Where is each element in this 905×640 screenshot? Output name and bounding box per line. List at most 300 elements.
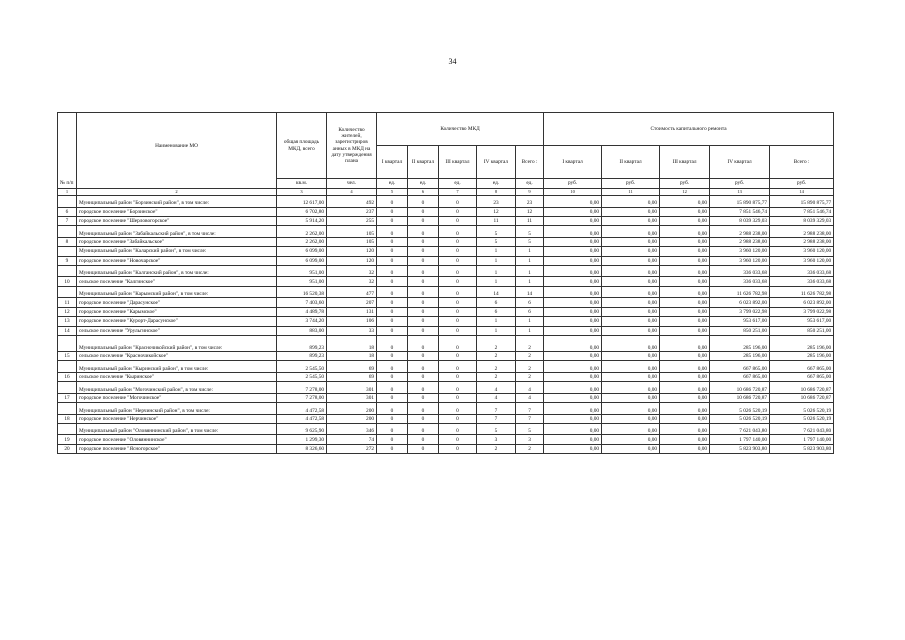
municipality-name: городское поселение "Борзинское" [77,207,277,216]
row-number: 7 [58,216,77,225]
table-row [58,247,834,256]
count-q1: 0 [377,196,408,208]
cost-q2: 0,00 [602,423,660,435]
count-q2: 0 [408,444,439,453]
page-number: 34 [448,57,457,66]
count-q1: 0 [377,372,408,381]
total-area: 1 299,30 [277,435,327,444]
cost-q3: 0,00 [660,335,710,351]
count-q2: 0 [408,196,439,208]
total-area: 4 472,58 [277,403,327,415]
municipality-name: сельское поселение "Красночикойское" [77,351,277,360]
index-cell: 2 [77,189,277,196]
total-area: 899,23 [277,335,327,351]
cost-q3: 0,00 [660,196,710,208]
residents: 105 [327,226,377,238]
count-q1: 0 [377,277,408,286]
table-row [58,207,834,216]
count-total: 2 [516,444,544,453]
count-q2: 0 [408,435,439,444]
row-number: 18 [58,414,77,423]
residents: 346 [327,423,377,435]
row-number: 13 [58,317,77,326]
cost-q2: 0,00 [602,317,660,326]
total-area: 2 545,50 [277,372,327,381]
count-q2: 0 [408,207,439,216]
count-q4: 2 [477,444,516,453]
cost-total: 3 960 120,00 [770,247,834,256]
row-number [58,286,77,298]
cost-q3: 0,00 [660,247,710,256]
cost-q1: 0,00 [544,256,602,265]
count-total: 4 [516,393,544,402]
cost-q4: 2 988 238,00 [710,226,770,238]
count-q1: 0 [377,307,408,316]
count-q3: 0 [439,216,477,225]
cost-q3: 0,00 [660,372,710,381]
count-q2: 0 [408,307,439,316]
cost-q2: 0,00 [602,226,660,238]
municipality-name: городское поселение "Карымское" [77,307,277,316]
cost-q3: 0,00 [660,307,710,316]
count-q1: 0 [377,393,408,402]
count-q3: 0 [439,393,477,402]
cost-q2: 0,00 [602,372,660,381]
cost-q4: 667 865,00 [710,372,770,381]
municipality-name: городское поселение "Нерчинское" [77,414,277,423]
cost-total: 667 865,00 [770,361,834,373]
municipality-name: Муниципальный район "Каларский район", в том числе: [77,247,277,256]
count-q2: 0 [408,256,439,265]
cost-q2: 0,00 [602,237,660,246]
cost-q3: 0,00 [660,351,710,360]
count-total: 1 [516,247,544,256]
count-total: 2 [516,351,544,360]
residents: 200 [327,414,377,423]
count-q4: 1 [477,247,516,256]
cost-q2: 0,00 [602,277,660,286]
cost-q4: 3 960 120,00 [710,247,770,256]
residents: 200 [327,403,377,415]
cost-total: 5 026 520,19 [770,414,834,423]
total-area: 3 744,20 [277,317,327,326]
count-q3: 0 [439,444,477,453]
count-q2: 0 [408,403,439,415]
cost-total: 285 196,00 [770,351,834,360]
cost-total: 667 865,00 [770,372,834,381]
unit-cell: ед. [377,179,408,189]
count-q1: 0 [377,351,408,360]
total-area: 2 545,50 [277,361,327,373]
count-q1: 0 [377,247,408,256]
index-cell: 1 [58,189,77,196]
cost-total: 2 988 238,00 [770,237,834,246]
count-q1: 0 [377,216,408,225]
table-row [58,317,834,326]
cost-q1: 0,00 [544,444,602,453]
municipality-name: Муниципальный район "Забайкальский район", в том числе: [77,226,277,238]
count-q3: 0 [439,277,477,286]
count-q4: 14 [477,286,516,298]
count-q3: 0 [439,247,477,256]
header-row-groups [58,113,834,146]
count-q4: 5 [477,226,516,238]
cost-q1: 0,00 [544,435,602,444]
residents: 301 [327,382,377,394]
total-area: 7 278,00 [277,393,327,402]
cost-q2: 0,00 [602,361,660,373]
table-row [58,265,834,277]
cost-q1: 0,00 [544,326,602,335]
count-total: 2 [516,372,544,381]
count-q3: 0 [439,237,477,246]
count-total: 2 [516,335,544,351]
residents: 18 [327,335,377,351]
unit-cell: ед. [439,179,477,189]
count-q4: 6 [477,298,516,307]
count-q2: 0 [408,317,439,326]
residents: 255 [327,216,377,225]
header-group-cost: Стоимость капитального ремонта [544,113,834,146]
cost-q2: 0,00 [602,286,660,298]
index-cell: 13 [710,189,770,196]
cost-q4: 850 251,00 [710,326,770,335]
header-count-q3: III квартал [439,146,477,179]
residents: 301 [327,393,377,402]
cost-q1: 0,00 [544,196,602,208]
municipality-name: городское поселение "Шерловогорское" [77,216,277,225]
count-q2: 0 [408,226,439,238]
municipality-name: Муниципальный район "Красночикойский район", в том числе: [77,335,277,351]
total-area: 8 326,60 [277,444,327,453]
municipality-name: Муниципальный район "Борзинский район", в том числе: [77,196,277,208]
cost-total: 7 621 043,80 [770,423,834,435]
cost-q1: 0,00 [544,351,602,360]
count-q2: 0 [408,372,439,381]
cost-total: 3 960 120,00 [770,256,834,265]
count-q2: 0 [408,298,439,307]
index-cell: 12 [660,189,710,196]
cost-q3: 0,00 [660,298,710,307]
count-q4: 1 [477,265,516,277]
count-q3: 0 [439,307,477,316]
municipality-name: городское поселение "Дарасунское" [77,298,277,307]
residents: 237 [327,207,377,216]
header-cost-total: Всего : [770,146,834,179]
cost-q4: 10 686 720,87 [710,382,770,394]
count-q2: 0 [408,414,439,423]
cost-total: 2 988 238,00 [770,226,834,238]
table-row [58,226,834,238]
count-q2: 0 [408,286,439,298]
cost-q4: 7 621 043,80 [710,423,770,435]
total-area: 899,23 [277,351,327,360]
table-row [58,423,834,435]
total-area: 12 617,00 [277,196,327,208]
unit-cell: руб. [602,179,660,189]
count-q1: 0 [377,237,408,246]
count-q4: 4 [477,382,516,394]
count-q1: 0 [377,298,408,307]
residents: 32 [327,277,377,286]
total-area: 951,00 [277,277,327,286]
cost-q2: 0,00 [602,216,660,225]
header-cost-q4: IV квартал [710,146,770,179]
count-q4: 12 [477,207,516,216]
count-q4: 6 [477,307,516,316]
count-q1: 0 [377,444,408,453]
cost-q3: 0,00 [660,382,710,394]
cost-q3: 0,00 [660,207,710,216]
row-number [58,361,77,373]
table-row [58,435,834,444]
unit-blank [77,179,277,189]
table-row [58,444,834,453]
count-q3: 0 [439,403,477,415]
count-total: 1 [516,256,544,265]
row-number [58,403,77,415]
cost-q2: 0,00 [602,393,660,402]
count-q4: 1 [477,256,516,265]
row-number: 12 [58,307,77,316]
municipality-name: городское поселение "Курорт-Дарасунское" [77,317,277,326]
count-q4: 7 [477,414,516,423]
residents: 18 [327,351,377,360]
count-q4: 2 [477,351,516,360]
count-total: 1 [516,326,544,335]
cost-total: 336 033,68 [770,277,834,286]
table-row [58,256,834,265]
count-q2: 0 [408,216,439,225]
cost-q1: 0,00 [544,414,602,423]
total-area: 6 099,00 [277,256,327,265]
municipality-name: Муниципальный район "Могочинский район", в том числе: [77,382,277,394]
cost-q2: 0,00 [602,414,660,423]
header-count-q2: II квартал [408,146,439,179]
cost-q1: 0,00 [544,265,602,277]
cost-q1: 0,00 [544,317,602,326]
count-q2: 0 [408,247,439,256]
total-area: 6 702,80 [277,207,327,216]
cost-q3: 0,00 [660,414,710,423]
cost-q3: 0,00 [660,265,710,277]
municipality-name: городское поселение "Забайкальское" [77,237,277,246]
cost-q4: 7 851 546,74 [710,207,770,216]
cost-q3: 0,00 [660,393,710,402]
cost-q1: 0,00 [544,298,602,307]
index-cell: 5 [377,189,408,196]
cost-q1: 0,00 [544,382,602,394]
cost-q3: 0,00 [660,277,710,286]
row-number: 15 [58,351,77,360]
table-row [58,393,834,402]
table-row [58,361,834,373]
cost-q1: 0,00 [544,237,602,246]
municipality-name: Муниципальный район "Кыринский район", в том числе: [77,361,277,373]
header-col-name: Наименование МО [77,113,277,179]
count-total: 23 [516,196,544,208]
cost-q2: 0,00 [602,444,660,453]
total-area: 9 625,90 [277,423,327,435]
count-q1: 0 [377,317,408,326]
cost-q3: 0,00 [660,423,710,435]
cost-q1: 0,00 [544,247,602,256]
index-cell: 3 [277,189,327,196]
total-area: 951,00 [277,265,327,277]
municipality-name: городское поселение "Ясногорское" [77,444,277,453]
count-q1: 0 [377,207,408,216]
count-q2: 0 [408,382,439,394]
row-number: 11 [58,298,77,307]
cost-total: 10 686 720,87 [770,393,834,402]
cost-q1: 0,00 [544,403,602,415]
cost-q1: 0,00 [544,207,602,216]
cost-q2: 0,00 [602,247,660,256]
unit-cell: ед. [477,179,516,189]
count-q1: 0 [377,382,408,394]
total-area: 6 099,00 [277,247,327,256]
residents: 207 [327,298,377,307]
index-cell: 10 [544,189,602,196]
count-q2: 0 [408,237,439,246]
cost-q2: 0,00 [602,351,660,360]
cost-q4: 3 799 022,98 [710,307,770,316]
residents: 492 [327,196,377,208]
row-number: 17 [58,393,77,402]
cost-q4: 11 626 782,98 [710,286,770,298]
cost-q2: 0,00 [602,403,660,415]
count-total: 2 [516,361,544,373]
count-q4: 23 [477,196,516,208]
index-cell: 9 [516,189,544,196]
cost-q4: 5 026 520,19 [710,414,770,423]
header-count-q4: IV квартал [477,146,516,179]
residents: 74 [327,435,377,444]
cost-q4: 667 865,00 [710,361,770,373]
residents: 120 [327,247,377,256]
cost-q4: 5 823 903,80 [710,444,770,453]
cost-total: 953 617,00 [770,317,834,326]
residents: 33 [327,326,377,335]
cost-total: 15 890 875,77 [770,196,834,208]
unit-cell: ед. [408,179,439,189]
cost-total: 1 797 140,00 [770,435,834,444]
cost-q4: 15 890 875,77 [710,196,770,208]
cost-q2: 0,00 [602,326,660,335]
count-total: 12 [516,207,544,216]
index-cell: 4 [327,189,377,196]
cost-q2: 0,00 [602,256,660,265]
table-row [58,326,834,335]
count-q3: 0 [439,286,477,298]
index-cell: 7 [439,189,477,196]
cost-total: 336 033,68 [770,265,834,277]
total-area: 883,00 [277,326,327,335]
cost-total: 5 026 520,19 [770,403,834,415]
header-col-no-blank [58,113,77,179]
cost-q3: 0,00 [660,286,710,298]
cost-total: 7 851 546,74 [770,207,834,216]
table-row [58,372,834,381]
count-q3: 0 [439,207,477,216]
cost-total: 8 039 329,03 [770,216,834,225]
cost-q4: 8 039 329,03 [710,216,770,225]
count-q4: 4 [477,393,516,402]
municipality-name: городское поселение "Могочинское" [77,393,277,402]
unit-cell: руб. [770,179,834,189]
count-q3: 0 [439,382,477,394]
cost-q3: 0,00 [660,226,710,238]
count-q3: 0 [439,226,477,238]
row-number [58,423,77,435]
count-q4: 5 [477,423,516,435]
count-total: 1 [516,265,544,277]
row-number [58,265,77,277]
header-col-residents: Количество жителей, зарегистриров анных в МКД на дату утверждения плана [327,113,377,179]
count-q1: 0 [377,265,408,277]
cost-q3: 0,00 [660,403,710,415]
count-q2: 0 [408,423,439,435]
count-q2: 0 [408,335,439,351]
table-row [58,277,834,286]
count-q1: 0 [377,414,408,423]
total-area: 16 520,38 [277,286,327,298]
total-area: 4 472,58 [277,414,327,423]
count-total: 6 [516,298,544,307]
count-q1: 0 [377,335,408,351]
count-total: 11 [516,216,544,225]
table-row [58,286,834,298]
table-row [58,196,834,208]
total-area: 2 262,00 [277,226,327,238]
table-row [58,216,834,225]
count-total: 5 [516,423,544,435]
municipality-name: городское поселение "Новочарское" [77,256,277,265]
residents: 105 [327,237,377,246]
cost-q4: 336 033,68 [710,277,770,286]
count-q4: 1 [477,326,516,335]
cost-q4: 1 797 140,00 [710,435,770,444]
cost-q1: 0,00 [544,335,602,351]
count-q3: 0 [439,361,477,373]
residents: 131 [327,307,377,316]
index-cell: 6 [408,189,439,196]
count-q3: 0 [439,196,477,208]
count-q3: 0 [439,372,477,381]
cost-q1: 0,00 [544,277,602,286]
count-q4: 1 [477,317,516,326]
row-number [58,335,77,351]
cost-q3: 0,00 [660,326,710,335]
header-col-area: общая площадь МКД, всего [277,113,327,179]
row-number: 10 [58,277,77,286]
cost-q2: 0,00 [602,265,660,277]
header-count-q1: I квартал [377,146,408,179]
cost-q1: 0,00 [544,372,602,381]
cost-q2: 0,00 [602,298,660,307]
unit-cell: руб. [710,179,770,189]
cost-total: 10 686 720,87 [770,382,834,394]
total-area: 5 914,20 [277,216,327,225]
cost-q4: 285 196,00 [710,335,770,351]
count-q4: 1 [477,277,516,286]
count-q1: 0 [377,326,408,335]
cost-q4: 3 960 120,00 [710,256,770,265]
count-q1: 0 [377,435,408,444]
count-total: 1 [516,317,544,326]
count-total: 7 [516,414,544,423]
count-q1: 0 [377,423,408,435]
